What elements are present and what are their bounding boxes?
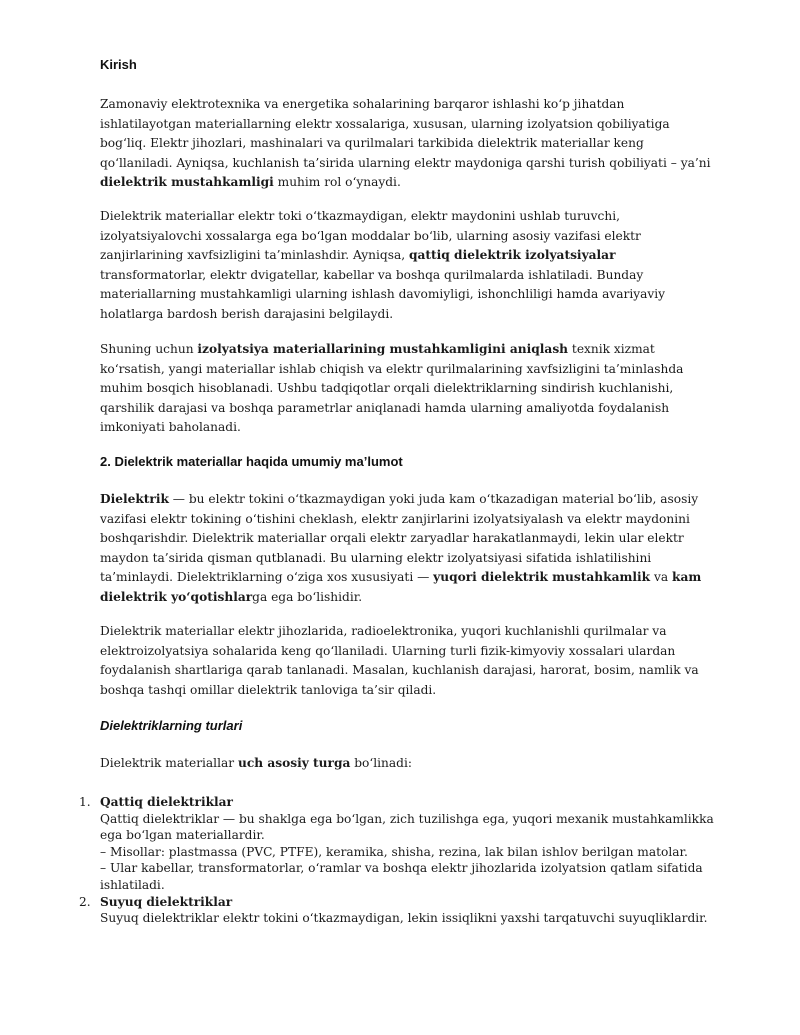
- text-line: [100, 588, 700, 608]
- text-span: ta’minlaydi. Dielektriklarning o‘ziga xos xususiyati —: [100, 570, 434, 585]
- bold-term: dielektrik mustahkamligi: [100, 175, 274, 190]
- types-list: [0, 794, 800, 927]
- text-line: [100, 173, 700, 193]
- text-line: ishlatiladi.: [100, 877, 165, 892]
- text-line: elektroizolyatsiya sohalarida keng qo‘llaniladi. Ularning turli fizik-kimyoviy xossalari ulardan: [100, 643, 676, 658]
- text-line: maydon ta’sirida qisman qutblanadi. Bu ularning elektr izolyatsiyasi sifatida ishlatilishini: [100, 550, 652, 565]
- text-line: transformatorlar, elektr dvigatellar, kabellar va boshqa qurilmalarda ishlatiladi. Bunday: [100, 267, 644, 282]
- text-line: imkoniyati baholanadi.: [100, 420, 241, 435]
- text-span: — bu elektr tokini o‘tkazmaydigan yoki juda kam o‘tkazadigan material bo‘lib, asosiy: [168, 492, 699, 506]
- text-line: boshqarishdir. Dielektrik materiallar orqali elektr zaryadlar harakatlanmaydi, lekin ular elektr: [100, 531, 684, 546]
- text-span: ga ega bo‘lishidir.: [252, 589, 363, 604]
- intro-paragraph-1: [100, 95, 711, 193]
- list-item-body: [100, 794, 714, 894]
- list-item: [0, 894, 800, 927]
- text-span: bo‘linadi:: [350, 756, 412, 770]
- text-line: [100, 754, 700, 774]
- text-line: boshqa tashqi omillar dielektrik tanloviga ta’sir qiladi.: [100, 682, 437, 697]
- text-line: Zamonaviy elektrotexnika va energetika sohalarining barqaror ishlashi ko‘p jihatdan: [100, 97, 625, 111]
- text-span: zanjirlarining xavfsizligini ta’minlashdir. Ayniqsa,: [100, 248, 409, 263]
- bold-term: izolyatsiya materiallarining mustahkamligini aniqlash: [197, 342, 569, 356]
- bold-term: Dielektrik: [100, 492, 169, 506]
- text-line: holatlarga bardosh berish darajasini belgilaydi.: [100, 306, 394, 321]
- text-line: Qattiq dielektriklar — bu shaklga ega bo‘lgan, zich tuzilishga ega, yuqori mexanik mustahkamlikka: [100, 811, 714, 826]
- text-line: – Ular kabellar, transformatorlar, o‘ramlar va boshqa elektr jihozlarida izolyatsion qatlam sifatida: [100, 861, 703, 876]
- section-heading-intro: Kirish: [100, 57, 137, 72]
- text-span: va: [650, 570, 673, 585]
- list-item-body: [100, 894, 708, 927]
- text-line: foydalanish shartlariga qarab tanlanadi. Masalan, kuchlanish darajasi, harorat, bosim, namlik va: [100, 663, 699, 678]
- text-line: Dielektrik materiallar elektr toki o‘tkazmaydigan, elektr maydonini ushlab turuvchi,: [100, 209, 620, 223]
- types-intro: [100, 754, 700, 774]
- bold-term: kam: [672, 570, 702, 585]
- text-line: [100, 568, 700, 588]
- subsection-heading-types: Dielektriklarning turlari: [100, 718, 243, 733]
- text-line: qo‘llaniladi. Ayniqsa, kuchlanish ta’sirida ularning elektr maydoniga qarshi turish qobiliyati – ya’ni: [100, 155, 711, 170]
- text-line: ega bo‘lgan materiallardir.: [100, 828, 265, 843]
- section-heading-2: 2. Dielektrik materiallar haqida umumiy ma’lumot: [100, 454, 403, 469]
- text-span: muhim rol o‘ynaydi.: [273, 175, 401, 190]
- bold-term: yuqori dielektrik mustahkamlik: [433, 570, 651, 585]
- list-item: [0, 794, 800, 894]
- section2-paragraph-2: [100, 622, 700, 700]
- text-line: – Misollar: plastmassa (PVC, PTFE), keramika, shisha, rezina, lak bilan ishlov berilgan matolar.: [100, 844, 688, 859]
- text-line: qarshilik darajasi va boshqa parametrlar aniqlanadi hamda ularning amaliyotda foydalanish: [100, 400, 670, 415]
- text-span: Shuning uchun: [100, 342, 198, 356]
- text-line: materiallarning mustahkamligi ularning ishlash davomiyligi, ishonchliligi hamda avariyaviy: [100, 287, 666, 302]
- text-line: muhim bosqich hisoblanadi. Ushbu tadqiqotlar orqali dielektriklarning sindirish kuchlanishi,: [100, 381, 674, 396]
- text-span: Dielektrik materiallar: [100, 756, 238, 770]
- text-line: [100, 490, 700, 510]
- list-number: 1.: [79, 795, 91, 809]
- list-number: 2.: [79, 894, 91, 909]
- list-item-title: Suyuq dielektriklar: [100, 894, 233, 909]
- bold-term: qattiq dielektrik izolyatsiyalar: [408, 248, 616, 263]
- text-line: bog‘liq. Elektr jihozlari, mashinalari va qurilmalari tarkibida dielektrik materiallar keng: [100, 136, 644, 151]
- text-line: [100, 340, 700, 360]
- text-line: vazifasi elektr tokining o‘tishini cheklash, elektr zanjirlarini izolyatsiyalash va elektr maydonini: [100, 511, 690, 526]
- text-span: texnik xizmat: [568, 342, 655, 356]
- intro-paragraph-2: [100, 207, 700, 325]
- list-item-title: Qattiq dielektriklar: [100, 795, 233, 809]
- text-line: Dielektrik materiallar elektr jihozlarida, radioelektronika, yuqori kuchlanishli qurilmalar va: [100, 624, 667, 638]
- text-line: Suyuq dielektriklar elektr tokini o‘tkazmaydigan, lekin issiqlikni yaxshi tarqatuvchi suyuqliklardir.: [100, 911, 708, 926]
- bold-term: uch asosiy turga: [237, 756, 351, 770]
- section2-paragraph-1: [100, 490, 700, 608]
- bold-term: dielektrik yo‘qotishlar: [100, 589, 253, 604]
- intro-paragraph-3: [100, 340, 700, 438]
- text-line: izolyatsiyalovchi xossalarga ega bo‘lgan moddalar bo‘lib, ularning asosiy vazifasi elektr: [100, 228, 641, 243]
- text-line: ko‘rsatish, yangi materiallar ishlab chiqish va elektr qurilmalarining xavfsizligini ta’minlashda: [100, 361, 684, 376]
- text-line: [100, 246, 700, 266]
- text-line: ishlatilayotgan materiallarning elektr xossalariga, xususan, ularning izolyatsion qobiliyatiga: [100, 116, 670, 131]
